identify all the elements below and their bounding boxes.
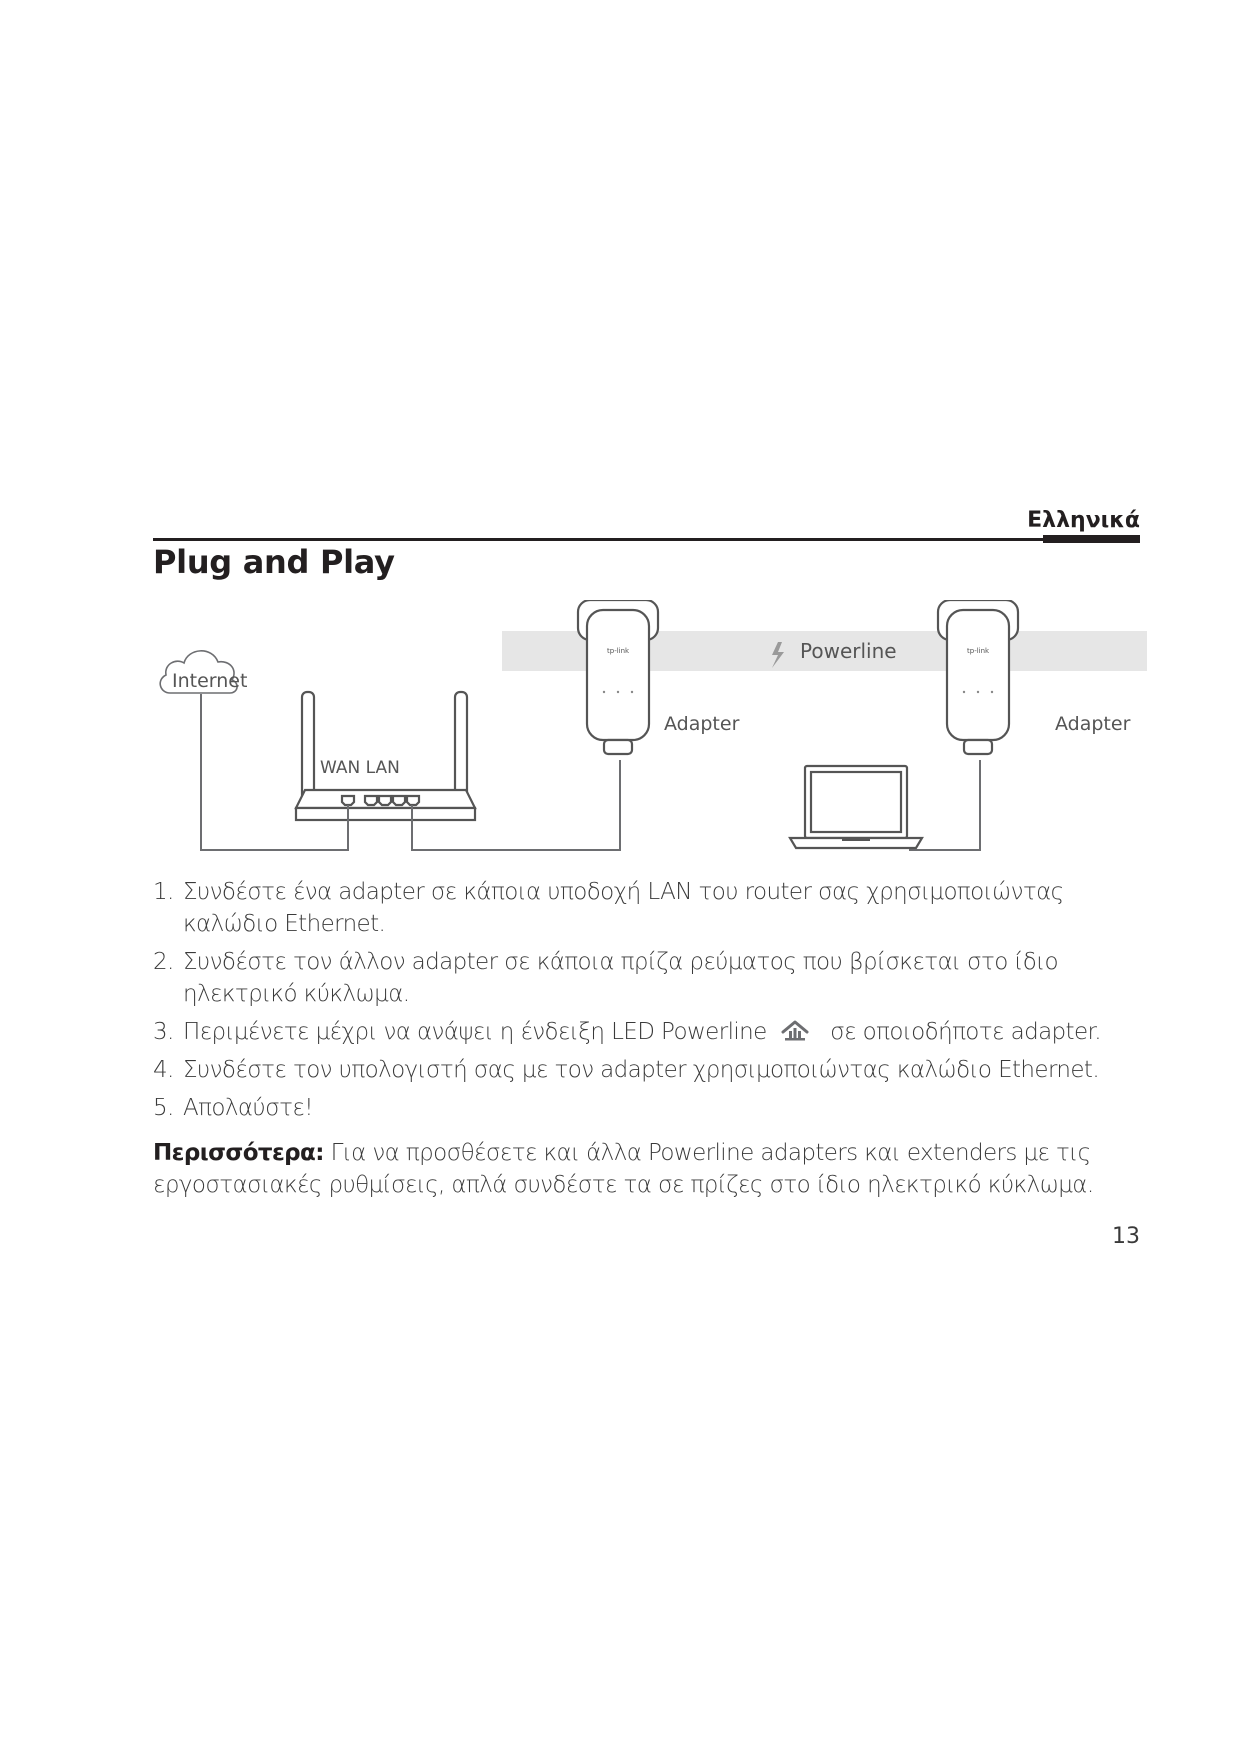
router-icon: [296, 692, 475, 820]
step-item: [153, 1016, 1143, 1048]
step-number: 3.: [153, 1019, 174, 1045]
adapter-right-icon: [938, 600, 1018, 754]
more-info-text: Για να προσθέσετε και άλλα Powerline adapters και extenders με τις εργοστασιακές ρυθμίσεις, απλά συνδέστε τα σε πρίζες στο ίδιο ηλεκτρικό κύκλωμα.: [153, 1140, 1094, 1198]
step-number: 2.: [153, 949, 174, 975]
step-item: [153, 946, 1143, 1010]
powerline-label: Powerline: [800, 639, 897, 663]
adapter-left-brand: tp-link: [607, 647, 630, 655]
page-title: Plug and Play: [153, 543, 395, 581]
adapter-left-label: Adapter: [664, 713, 740, 735]
laptop-icon: [790, 766, 922, 848]
cable-adapter-laptop: [910, 760, 980, 850]
more-info-label: Περισσότερα:: [153, 1140, 324, 1166]
step-number: 5.: [153, 1095, 174, 1121]
step-text: Συνδέστε ένα adapter σε κάποια υποδοχή LAN του router σας χρησιμοποιώντας καλώδιο Ethernet.: [183, 879, 1064, 937]
step-text: Απολαύστε!: [183, 1095, 313, 1121]
step-item: [153, 1092, 1143, 1124]
step-text-before: Περιμένετε μέχρι να ανάψει η ένδειξη LED Powerline: [183, 1019, 767, 1045]
step-number: 1.: [153, 879, 174, 905]
powerline-led-icon: [781, 1019, 809, 1043]
step-text: Συνδέστε τον υπολογιστή σας με τον adapter χρησιμοποιώντας καλώδιο Ethernet.: [183, 1057, 1100, 1083]
adapter-right-brand: tp-link: [967, 647, 990, 655]
router-port-label: WAN LAN: [320, 758, 400, 778]
step-text-after: σε οποιοδήποτε adapter.: [830, 1019, 1101, 1045]
language-label: Ελληνικά: [1027, 508, 1140, 533]
adapter-left-icon: [578, 600, 658, 754]
network-diagram: [150, 600, 1150, 870]
adapter-right-label: Adapter: [1055, 713, 1131, 735]
step-item: [153, 1054, 1143, 1086]
header-rule: [153, 538, 1140, 541]
network-diagram-svg: [150, 600, 1150, 870]
internet-label: Internet: [172, 670, 248, 692]
more-info-paragraph: [153, 1137, 1153, 1201]
step-number: 4.: [153, 1057, 174, 1083]
steps-list: [153, 876, 1143, 1130]
step-item: [153, 876, 1143, 940]
page-number: 13: [1112, 1224, 1140, 1249]
step-text: Συνδέστε τον άλλον adapter σε κάποια πρίζα ρεύματος που βρίσκεται στο ίδιο ηλεκτρικό κύκλωμα.: [183, 949, 1058, 1007]
header-rule-accent: [1043, 535, 1140, 543]
